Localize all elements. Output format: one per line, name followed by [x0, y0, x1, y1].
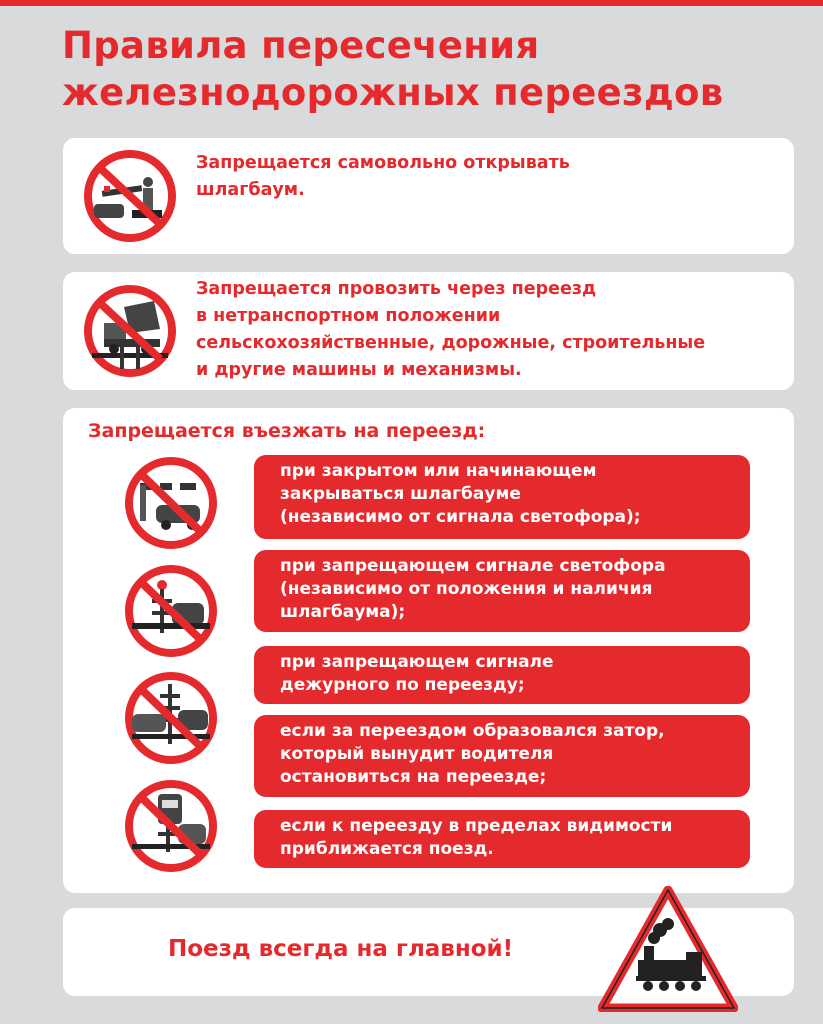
condition-4-line-1: если за переездом образовался затор,: [280, 721, 665, 741]
rule-1-line-2: шлагбаум.: [196, 180, 305, 200]
entry-condition-traffic-jam: [254, 715, 750, 797]
no-entry-closed-barrier-icon: [122, 455, 220, 551]
condition-3-line-2: дежурного по переезду;: [280, 675, 525, 695]
condition-4-line-2: который вынудит водителя: [280, 744, 554, 764]
condition-3-line-1: при запрещающем сигнале: [280, 652, 554, 672]
no-barrier-opening-icon: [80, 148, 180, 244]
page-title: [62, 22, 802, 116]
entry-heading: Запрещается въезжать на переезд:: [88, 420, 486, 442]
rule-1-line-1: Запрещается самовольно открывать: [196, 153, 570, 173]
condition-5-line-2: приближается поезд.: [280, 839, 494, 859]
condition-2-line-2: (независимо от положения и наличия: [280, 579, 653, 599]
rule-2-line-3: сельскохозяйственные, дорожные, строительные: [196, 333, 706, 353]
title-line-2: железнодорожных переездов: [62, 71, 724, 114]
entry-condition-closed-barrier: [254, 455, 750, 539]
entry-condition-train-approaching: [254, 810, 750, 868]
title-line-1: Правила пересечения: [62, 24, 540, 67]
top-accent-bar: [0, 0, 823, 6]
rule-1-text: [196, 150, 776, 204]
condition-1-line-2: закрываться шлагбауме: [280, 484, 521, 504]
entry-condition-traffic-light: [254, 550, 750, 632]
condition-4-line-3: остановиться на переезде;: [280, 767, 547, 787]
entry-condition-attendant: [254, 646, 750, 704]
rule-2-line-4: и другие машины и механизмы.: [196, 360, 522, 380]
rule-2-line-2: в нетранспортном положении: [196, 306, 501, 326]
no-entry-approaching-train-icon: [122, 778, 220, 874]
condition-1-line-3: (независимо от сигнала светофора);: [280, 507, 641, 527]
no-machinery-icon: [80, 283, 180, 379]
rule-2-text: [196, 276, 796, 384]
train-warning-sign-icon: [598, 886, 738, 1012]
no-entry-attendant-signal-icon: [122, 670, 220, 766]
motto-text: Поезд всегда на главной!: [168, 936, 514, 962]
condition-5-line-1: если к переезду в пределах видимости: [280, 816, 673, 836]
condition-2-line-3: шлагбаума);: [280, 602, 406, 622]
condition-1-line-1: при закрытом или начинающем: [280, 461, 597, 481]
condition-2-line-1: при запрещающем сигнале светофора: [280, 556, 666, 576]
rule-2-line-1: Запрещается провозить через переезд: [196, 279, 597, 299]
no-entry-traffic-light-icon: [122, 563, 220, 659]
